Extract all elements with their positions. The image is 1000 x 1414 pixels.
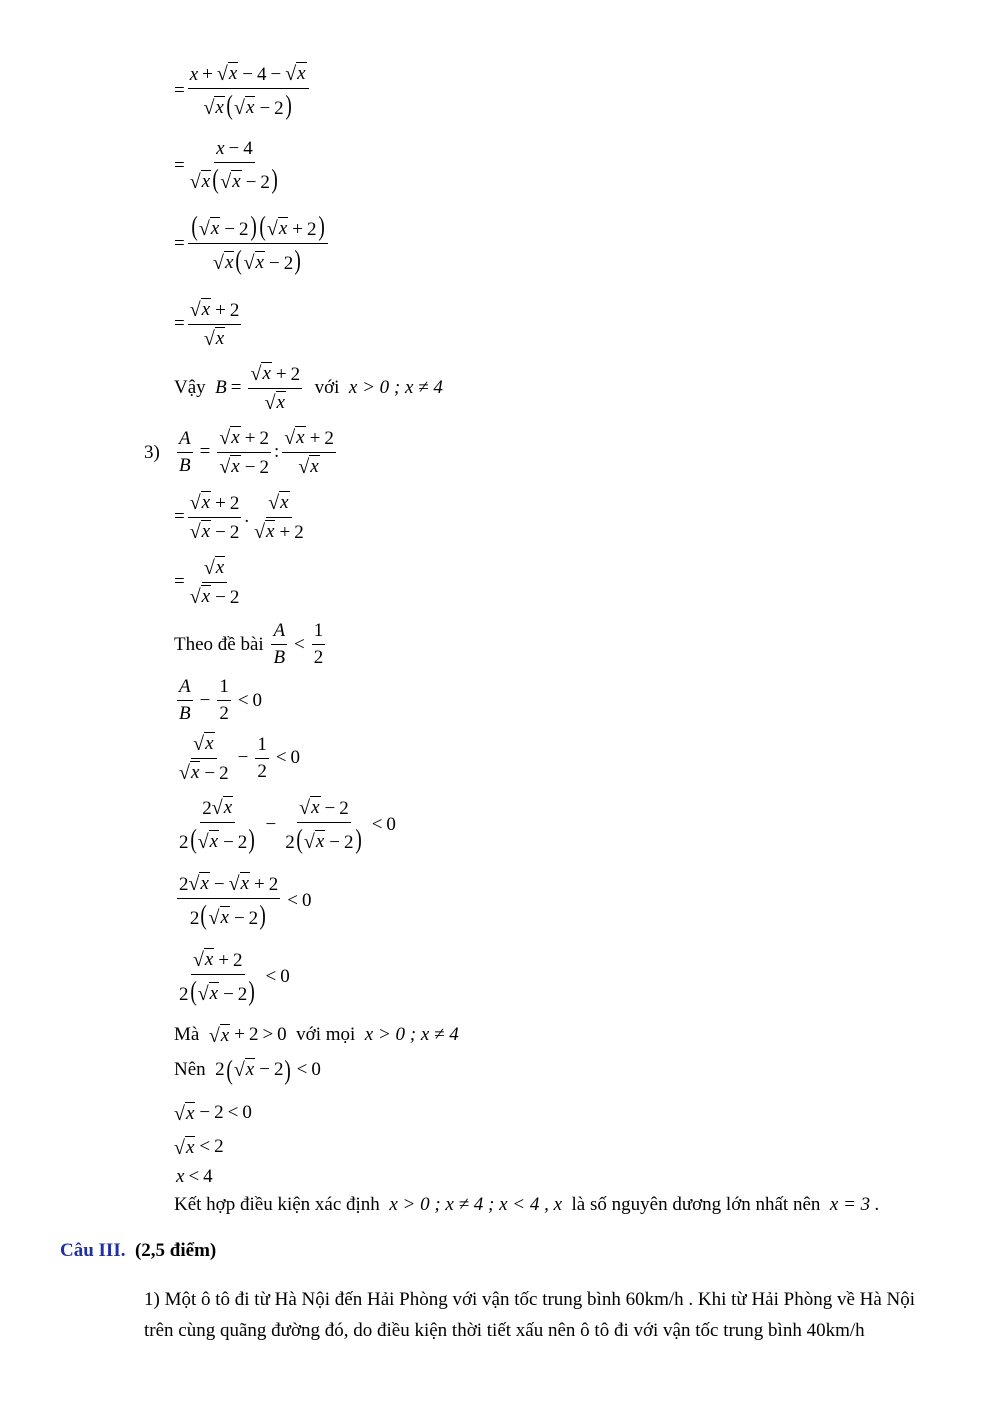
step-3: = ( √ x − 2) ( √ x + 2) √ x ( √ x − 2) <box>174 212 331 275</box>
since: Mà √ x + 2 > 0 với mọi x > 0 ; x ≠ 4 <box>174 1024 459 1047</box>
ineq-8: x < 4 <box>176 1166 213 1187</box>
final-conclusion: Kết hợp điều kiện xác định x > 0 ; x ≠ 4 ; x < 4 , x là số nguyên dương lớn nhất nên x = 3 . <box>174 1194 880 1215</box>
conclusion-b: Vậy B = √ x + 2 √ x với x > 0 ; x ≠ 4 <box>174 362 443 414</box>
given: Theo đề bài $\frac{A}{B}$ < $\frac{1}{2}$ <box>174 620 324 668</box>
so: Nên 2 ( √ x − 2 ) < 0 <box>174 1054 321 1085</box>
section-heading: Câu III. (2,5 điểm) <box>60 1240 217 1261</box>
step-2: = x − 4 √ x ( √ x − 2) <box>174 138 278 194</box>
step-1: = x + √ x − 4 − √ x √ x ( √ x − 2) <box>174 62 312 120</box>
ineq-7: √ x < 2 <box>174 1136 224 1159</box>
step-3c: = √ x √ x − 2 <box>174 556 240 608</box>
ineq-4: 2 √ x − √ x + 2 2( √ x − 2) < 0 <box>179 872 312 930</box>
step-4: = √ x + 2 √ x <box>174 298 240 350</box>
part-3-eq: $\frac{A}{B}$ = √ x + 2 √ x − 2 : √ x + 2 √ x <box>179 426 334 478</box>
ineq-2: √ x √ x − 2 − $\frac{1}{2}$ < 0 <box>179 732 301 784</box>
step-3b: = √ x + 2 √ x − 2 . √ x √ x + 2 <box>174 491 304 543</box>
ineq-6: √ x − 2 < 0 <box>174 1102 252 1125</box>
part-3-label: 3) <box>144 442 160 463</box>
problem-text: 1) Một ô tô đi từ Hà Nội đến Hải Phòng với vận tốc trung bình 60km/h . Khi từ Hải Phòng về Hà Nội trên cùng quãng đường đó, do điều kiện thời tiết xấu nên ô tô đi với vận tốc trung bình 40km/h <box>144 1289 916 1341</box>
ineq-5: √ x + 2 2( √ x − 2) < 0 <box>179 948 290 1006</box>
ineq-1: $\frac{A}{B}$ − $\frac{1}{2}$ < 0 <box>179 676 263 724</box>
ineq-3: 2 √ x 2( √ x − 2) − √ x − 2 2( √ x − 2) < 0 <box>179 796 396 854</box>
